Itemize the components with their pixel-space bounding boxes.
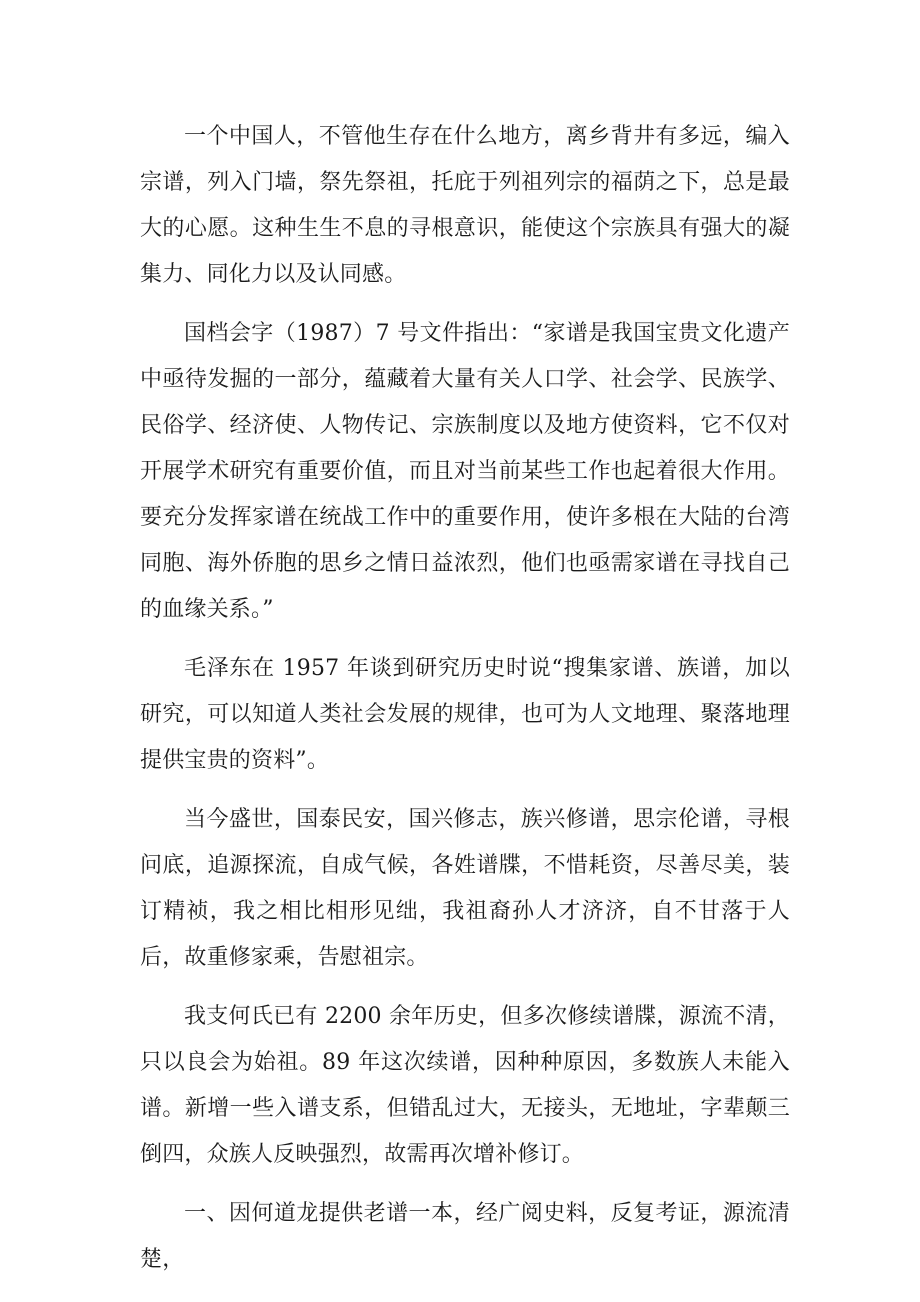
paragraph-prosperous-era: 当今盛世，国泰民安，国兴修志，族兴修谱，思宗伦谱，寻根问底，追源探流，自成气候，各姓谱牒，不惜耗资，尽善尽美，装订精祯，我之相比相形见绌，我祖裔孙人才济济，自不甘落于人后，故重修家乘，告慰祖宗。	[140, 807, 790, 970]
document-body	[140, 114, 790, 1296]
paragraph-mao-quote: 毛泽东在 1957 年谈到研究历史时说“搜集家谱、族谱，加以研究，可以知道人类社会发展的规律，也可为人文地理、聚落地理提供宝贵的资料”。	[140, 656, 790, 773]
paragraph-archive-document: 国档会字（1987）7 号文件指出：“家谱是我国宝贵文化遗产中亟待发掘的一部分，蕴藏着大量有关人口学、社会学、民族学、民俗学、经济使、人物传记、宗族制度以及地方使资料，它不仅对开展学术研究有重要价值，而且对当前某些工作也起着很大作用。要充分发挥家谱在统战工作中的重要作用，使许多根在大陆的台湾同胞、海外侨胞的思乡之情日益浓烈，他们也亟需家谱在寻找自己的血缘关系。”	[140, 321, 790, 622]
paragraph-root-seeking: 一个中国人，不管他生存在什么地方，离乡背井有多远，编入宗谱，列入门墙，祭先祭祖，托庇于列祖列宗的福荫之下，总是最大的心愿。这种生生不息的寻根意识，能使这个宗族具有强大的凝集力、同化力以及认同感。	[140, 124, 790, 287]
paragraph-he-clan-history: 我支何氏已有 2200 余年历史，但多次修续谱牒，源流不清，只以良会为始祖。89 年这次续谱，因种种原因，多数族人未能入谱。新增一些入谱支系，但错乱过大，无接头，无地址，字辈颠三倒四，众族人反映强烈，故需再次增补修订。	[140, 1004, 790, 1167]
paragraph-item-one: 一、因何道龙提供老谱一本，经广阅史料，反复考证，源流清楚，	[140, 1201, 790, 1272]
